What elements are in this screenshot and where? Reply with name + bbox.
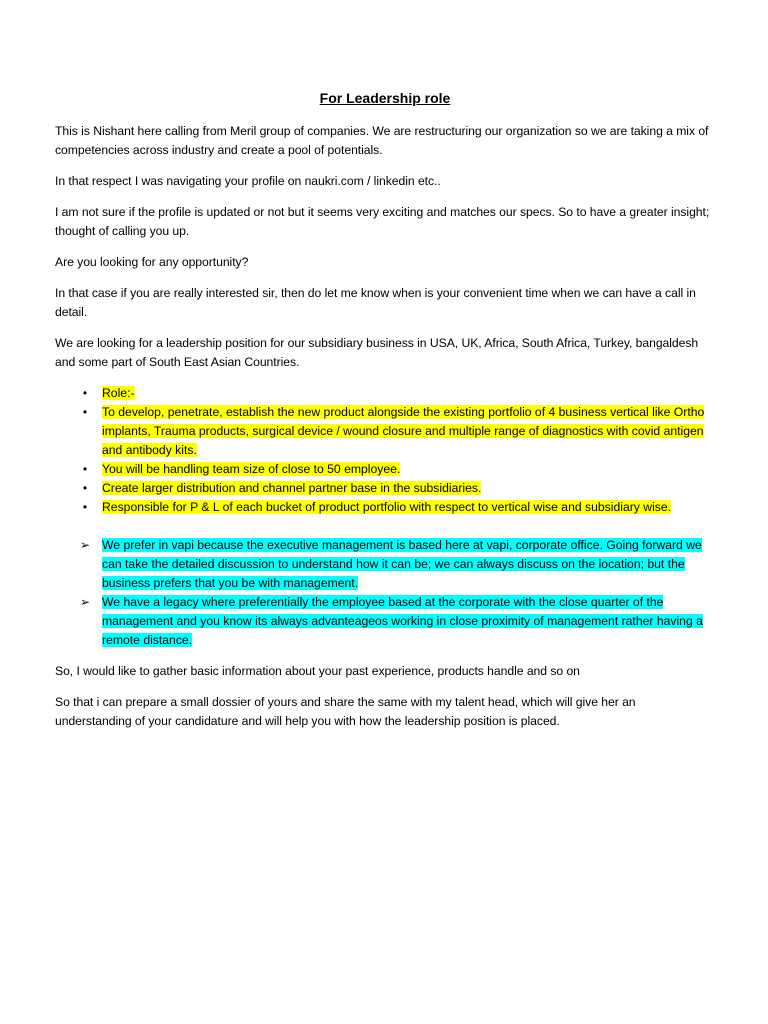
role-bullet-list	[55, 384, 715, 517]
list-item	[55, 403, 715, 460]
document-title: For Leadership role	[319, 90, 451, 106]
bullet-text: Responsible for P & L of each bucket of product portfolio with respect to vertical wise and subsidiary wise.	[102, 500, 672, 514]
paragraph-gather-info: So, I would like to gather basic information about your past experience, products handle and so on	[55, 664, 580, 678]
list-item	[55, 479, 715, 498]
location-arrow-list	[55, 536, 715, 650]
arrow-item-text: We prefer in vapi because the executive management is based here at vapi, corporate office. Going forward we can take the detailed discussion to understand how it can be; we can always discuss on the location; but the business prefers that you be with management.	[102, 538, 702, 590]
paragraph-intro: This is Nishant here calling from Meril group of companies. We are restructuring our organization so we are taking a mix of competencies across industry and create a pool of potentials.	[55, 124, 709, 157]
list-spacer	[55, 517, 715, 536]
bullet-icon: •	[82, 481, 88, 495]
arrow-item-text: We have a legacy where preferentially the employee based at the corporate with the close quarter of the management and you know its always advanteageos working in close proximity of management rather having a remote distance.	[102, 595, 703, 647]
paragraph-opportunity-question: Are you looking for any opportunity?	[55, 255, 249, 269]
paragraph-dossier: So that i can prepare a small dossier of yours and share the same with my talent head, which will give her an understanding of your candidature and will help you with how the leadership position is placed.	[55, 695, 636, 728]
document-body	[55, 88, 715, 743]
bullet-text: Create larger distribution and channel partner base in the subsidiaries.	[102, 481, 482, 495]
paragraph-profile-match: I am not sure if the profile is updated or not but it seems very exciting and matches our specs. So to have a greater insight; thought of calling you up.	[55, 205, 710, 238]
list-item	[55, 498, 715, 517]
bullet-icon: •	[82, 462, 88, 476]
bullet-icon: •	[82, 405, 88, 419]
list-item	[55, 384, 715, 403]
paragraph-call-request: In that case if you are really interested sir, then do let me know when is your convenient time when we can have a call in detail.	[55, 286, 696, 319]
bullet-text: Role:-	[102, 386, 135, 400]
bullet-icon: •	[82, 386, 88, 400]
bullet-icon: •	[82, 500, 88, 514]
bullet-text: You will be handling team size of close to 50 employee.	[102, 462, 401, 476]
list-item	[55, 460, 715, 479]
arrow-bullet-icon: ➢	[79, 538, 91, 552]
list-item	[55, 536, 715, 593]
paragraph-profile-source: In that respect I was navigating your profile on naukri.com / linkedin etc..	[55, 174, 441, 188]
list-item	[55, 593, 715, 650]
bullet-text: To develop, penetrate, establish the new product alongside the existing portfolio of 4 business vertical like Ortho implants, Trauma products, surgical device / wound closure and multiple range of diagnostics with covid antigen and antibody kits.	[102, 405, 705, 457]
paragraph-position-overview: We are looking for a leadership position for our subsidiary business in USA, UK, Africa, South Africa, Turkey, bangaldesh and some part of South East Asian Countries.	[55, 336, 699, 369]
arrow-bullet-icon: ➢	[79, 595, 91, 609]
